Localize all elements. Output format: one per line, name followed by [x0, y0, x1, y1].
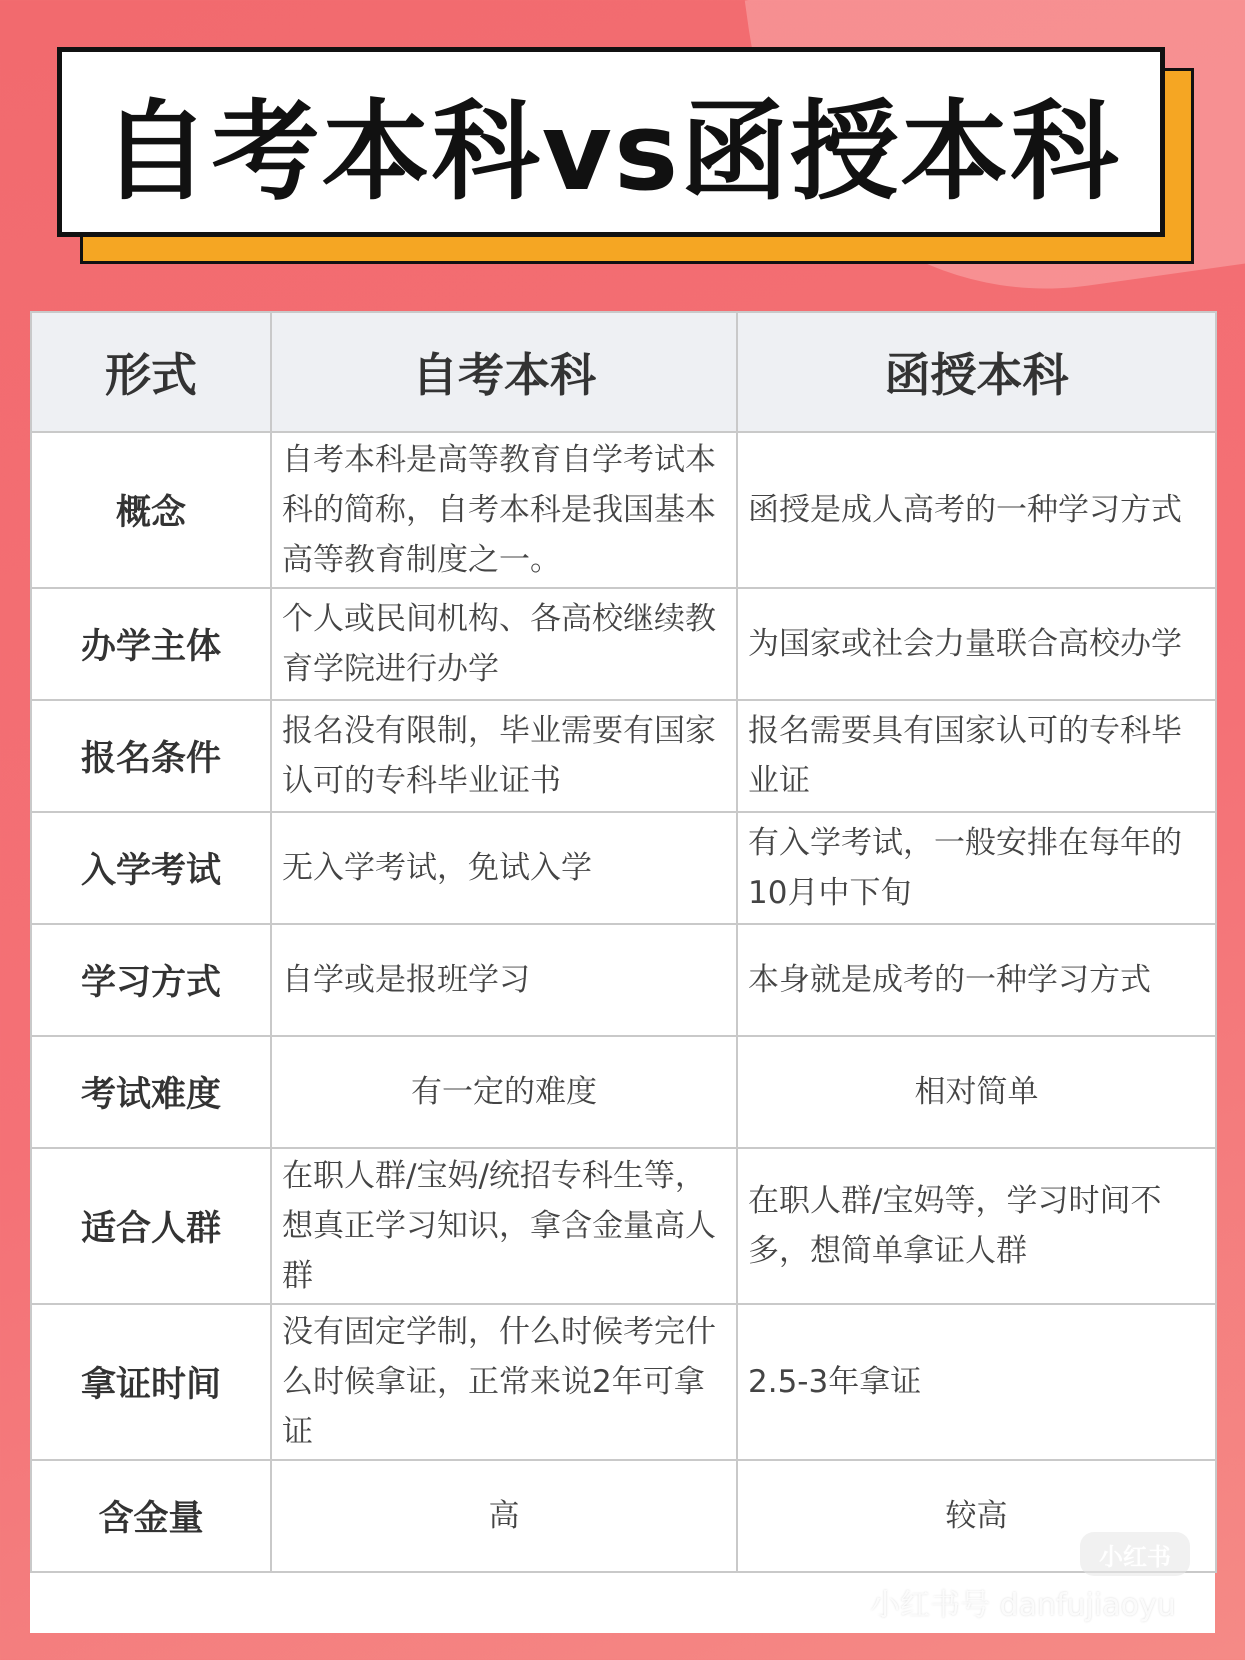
hanshou-cell: 在职人群/宝妈等，学习时间不多，想简单拿证人群 [737, 1148, 1216, 1304]
zikao-cell: 报名没有限制，毕业需要有国家认可的专科毕业证书 [271, 700, 737, 812]
table-row [31, 700, 1216, 812]
hanshou-cell: 较高 [737, 1460, 1216, 1572]
zikao-cell: 高 [271, 1460, 737, 1572]
page-title: 自考本科vs函授本科 [101, 89, 1121, 215]
hanshou-cell: 函授是成人高考的一种学习方式 [737, 432, 1216, 588]
table-row [31, 812, 1216, 924]
row-label: 报名条件 [31, 700, 271, 812]
row-label: 含金量 [31, 1460, 271, 1572]
hanshou-cell: 为国家或社会力量联合高校办学 [737, 588, 1216, 700]
table-header-row [31, 312, 1216, 432]
zikao-cell: 自考本科是高等教育自学考试本科的简称，自考本科是我国基本高等教育制度之一。 [271, 432, 737, 588]
watermark-text: 小红书号 danfujiaoyu [870, 1588, 1176, 1623]
zikao-cell: 有一定的难度 [271, 1036, 737, 1148]
row-label: 学习方式 [31, 924, 271, 1036]
zikao-cell: 个人或民间机构、各高校继续教育学院进行办学 [271, 588, 737, 700]
zikao-cell: 没有固定学制，什么时候考完什么时候拿证，正常来说2年可拿证 [271, 1304, 737, 1460]
hanshou-cell: 有入学考试，一般安排在每年的10月中下旬 [737, 812, 1216, 924]
row-label: 拿证时间 [31, 1304, 271, 1460]
table-row [31, 924, 1216, 1036]
row-label: 入学考试 [31, 812, 271, 924]
hanshou-cell: 本身就是成考的一种学习方式 [737, 924, 1216, 1036]
table-row [31, 1036, 1216, 1148]
row-label: 考试难度 [31, 1036, 271, 1148]
row-label: 概念 [31, 432, 271, 588]
zikao-cell: 无入学考试，免试入学 [271, 812, 737, 924]
table-row [31, 588, 1216, 700]
hanshou-cell: 2.5-3年拿证 [737, 1304, 1216, 1460]
table-row [31, 1460, 1216, 1572]
watermark-logo: 小红书 [1080, 1532, 1190, 1576]
hanshou-cell: 报名需要具有国家认可的专科毕业证 [737, 700, 1216, 812]
title-banner [57, 47, 1165, 237]
table-row [31, 1304, 1216, 1460]
row-label: 适合人群 [31, 1148, 271, 1304]
comparison-table-container [30, 311, 1215, 1633]
header-cell-zikao: 自考本科 [271, 312, 737, 432]
header-cell-hanshou: 函授本科 [737, 312, 1216, 432]
zikao-cell: 在职人群/宝妈/统招专科生等，想真正学习知识，拿含金量高人群 [271, 1148, 737, 1304]
comparison-table [30, 311, 1217, 1573]
table-row [31, 432, 1216, 588]
row-label: 办学主体 [31, 588, 271, 700]
zikao-cell: 自学或是报班学习 [271, 924, 737, 1036]
table-row [31, 1148, 1216, 1304]
header-cell-form: 形式 [31, 312, 271, 432]
hanshou-cell: 相对简单 [737, 1036, 1216, 1148]
